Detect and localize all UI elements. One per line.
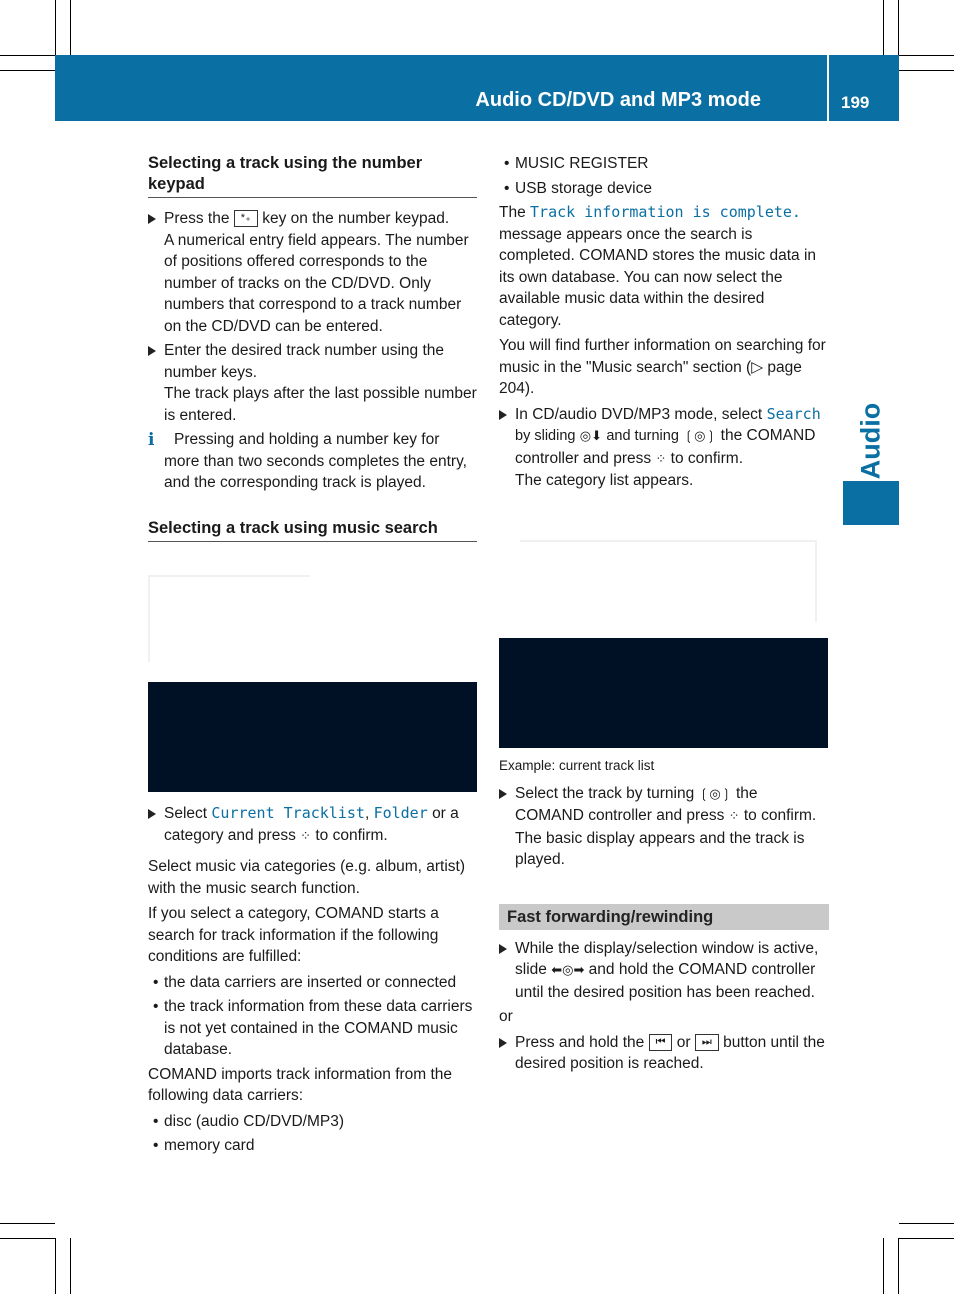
- step-text: Select: [164, 805, 208, 822]
- turn-controller-icon: ❲◎❳: [698, 786, 732, 802]
- left-column-lower: [148, 803, 477, 1160]
- step-text: by sliding: [515, 428, 576, 444]
- step-text: Enter the desired track number using the number keys.: [164, 342, 445, 381]
- step-text: the COMAND controller and press: [515, 784, 758, 824]
- step-text: button until the desired position is reached.: [515, 1033, 825, 1072]
- crop-mark: [898, 0, 899, 55]
- press-controller-icon: ⁘: [728, 809, 740, 824]
- menu-item-folder: Folder: [373, 804, 428, 822]
- list-item: • the data carriers are inserted or connected: [153, 973, 457, 991]
- star-key-icon: *₊: [234, 210, 258, 227]
- screen-frame-ghost: [148, 575, 310, 662]
- menu-item-search: Search: [766, 404, 821, 423]
- step-text: key on the number keypad.: [262, 210, 450, 227]
- crop-mark: [0, 70, 55, 71]
- list-item-text: the data carriers are inserted or connected: [164, 973, 457, 991]
- crop-mark: [0, 1223, 55, 1224]
- step-text: In CD/audio DVD/MP3 mode, select: [515, 405, 763, 423]
- turn-controller-icon: ❲◎❳: [683, 429, 717, 444]
- crop-mark: [898, 1238, 899, 1294]
- crop-mark: [55, 0, 56, 55]
- step-arrow-icon: [148, 346, 156, 356]
- step-text: Select the track by turning: [515, 784, 695, 802]
- step-slide-hold: [499, 938, 829, 1004]
- section-heading-music-search: Selecting a track using music search: [148, 518, 477, 542]
- step-text: and hold the COMAND controller until the desired position has been reached.: [515, 961, 816, 1001]
- list-item-text: disc (audio CD/DVD/MP3): [164, 1112, 345, 1130]
- figure-caption: Example: current track list: [499, 758, 655, 773]
- list-item: • MUSIC REGISTER: [504, 155, 649, 172]
- step-enter-number: [148, 340, 477, 426]
- separator: ,: [364, 805, 370, 822]
- step-text: the COMAND controller and press: [515, 427, 816, 467]
- press-controller-icon: ⁘: [655, 451, 667, 467]
- step-arrow-icon: [499, 1038, 507, 1048]
- crop-mark: [899, 1223, 954, 1224]
- rewind-key-icon: ⏮: [649, 1034, 673, 1051]
- paragraph: You will find further information on searching for music in the "Music search" section (▷ page 204).: [499, 337, 826, 397]
- step-result: The track plays after the last possible number is entered.: [164, 385, 477, 424]
- page-title: Audio CD/DVD and MP3 mode: [475, 89, 761, 111]
- step-text: and turning: [606, 428, 679, 444]
- step-select-track: [499, 783, 829, 871]
- crop-mark: [0, 1238, 55, 1239]
- crop-mark: [899, 55, 954, 56]
- step-text: to confirm.: [670, 449, 744, 467]
- section-heading-keypad: Selecting a track using the number keypad: [148, 153, 477, 198]
- slide-down-controller-icon: ◎⬇: [579, 429, 603, 444]
- crop-mark: [883, 1238, 884, 1294]
- press-controller-icon: ⁘: [300, 828, 312, 844]
- list-item-text: USB storage device: [515, 179, 652, 197]
- step-press-key: [148, 208, 477, 337]
- step-select-search: [499, 404, 829, 492]
- step-arrow-icon: [499, 410, 507, 420]
- or-text: or: [499, 1008, 513, 1025]
- step-result: The category list appears.: [515, 472, 694, 489]
- right-column-lower: [499, 755, 829, 1078]
- list-item: • disc (audio CD/DVD/MP3): [153, 1112, 345, 1130]
- step-text: to confirm.: [743, 807, 817, 824]
- list-item-text: memory card: [164, 1137, 255, 1154]
- step-result: The basic display appears and the track is played.: [515, 829, 805, 868]
- info-note: [148, 429, 477, 494]
- crop-mark: [0, 55, 55, 56]
- paragraph: [499, 202, 829, 331]
- slide-left-right-controller-icon: ⬅◎➡: [551, 963, 585, 978]
- crop-mark: [883, 0, 884, 55]
- info-icon: i: [148, 430, 155, 450]
- side-tab-text: Audio: [855, 402, 886, 480]
- screen-frame-ghost: [520, 540, 817, 622]
- menu-item-current-tracklist: Current Tracklist: [211, 804, 365, 822]
- step-arrow-icon: [499, 789, 507, 799]
- list-item: • USB storage device: [504, 179, 652, 197]
- step-text: While the display/selection window is active, slide: [515, 939, 819, 978]
- info-text: Pressing and holding a number key for more than two seconds completes the entry, and the corresponding track is played.: [164, 431, 467, 491]
- header-divider: [827, 55, 829, 121]
- step-arrow-icon: [148, 809, 156, 819]
- page-header: [55, 55, 899, 121]
- paragraph-text: The: [499, 204, 526, 221]
- page-number: 199: [841, 93, 870, 112]
- crop-mark: [899, 1238, 954, 1239]
- paragraph: Select music via categories (e.g. album, artist) with the music search function.: [148, 858, 466, 897]
- list-item: • the track information from these data carriers is not yet contained in the COMAND music database.: [153, 998, 473, 1058]
- crop-mark: [70, 0, 71, 55]
- step-press-hold-button: [499, 1032, 829, 1075]
- section-heading-fast-forward: Fast forwarding/rewinding: [499, 904, 829, 930]
- screenshot-music-search: [148, 682, 477, 792]
- step-text: Press and hold the: [515, 1033, 645, 1051]
- right-column: [499, 153, 829, 495]
- crop-mark: [70, 1238, 71, 1294]
- paragraph-text: message appears once the search is completed. COMAND stores the music data in its own database. You can now select the available music data within the desired category.: [499, 225, 817, 329]
- step-select-tracklist: [148, 803, 477, 847]
- crop-mark: [899, 70, 954, 71]
- left-column: [148, 153, 477, 542]
- list-item-text: MUSIC REGISTER: [515, 155, 649, 172]
- side-tab-marker: [843, 481, 899, 525]
- screenshot-current-track-list: [499, 638, 828, 748]
- crop-mark: [55, 1238, 56, 1294]
- step-text: or: [676, 1033, 691, 1051]
- list-item: • memory card: [153, 1137, 255, 1154]
- step-text: Press the: [164, 210, 230, 227]
- display-message: Track information is complete.: [530, 203, 801, 221]
- paragraph: If you select a category, COMAND starts a search for track information if the following conditions are fulfilled:: [148, 905, 439, 965]
- step-text: or a category and press: [164, 805, 459, 844]
- paragraph: COMAND imports track information from the following data carriers:: [148, 1065, 453, 1104]
- step-result: A numerical entry field appears. The number of positions offered corresponds to the number of tracks on the CD/DVD. Only numbers that correspond to a track number on the CD/DVD can be entered.: [164, 231, 469, 335]
- step-text: to confirm.: [315, 826, 388, 844]
- forward-key-icon: ⏭: [695, 1034, 719, 1051]
- side-tab-label: [843, 402, 899, 480]
- list-item-text: the track information from these data carriers is not yet contained in the COMAND music database.: [164, 998, 473, 1058]
- step-arrow-icon: [499, 944, 507, 954]
- step-arrow-icon: [148, 214, 156, 224]
